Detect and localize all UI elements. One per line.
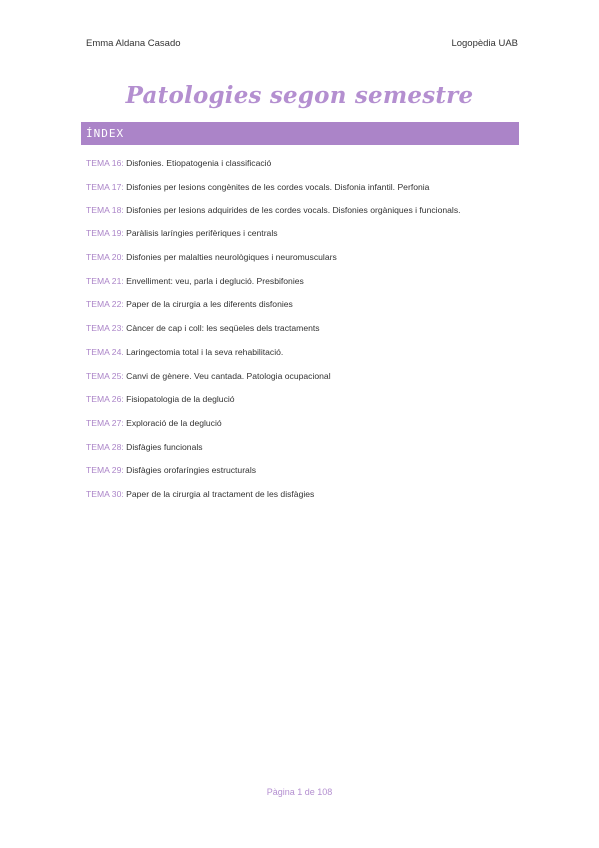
toc-item[interactable] <box>86 181 515 194</box>
toc-item-title: Disfonies per lesions congènites de les cordes vocals. Disfonia infantil. Perfonia <box>126 181 430 192</box>
index-heading-bar <box>81 122 519 145</box>
toc-item[interactable] <box>86 157 515 170</box>
toc-item-number: TEMA 29: <box>86 465 124 476</box>
index-heading: ÍNDEX <box>86 127 125 140</box>
toc-item-title: Laringectomia total i la seva rehabilitació. <box>126 346 284 357</box>
toc-item-number: TEMA 24. <box>86 346 124 357</box>
toc-item-title: Paper de la cirurgia al tractament de les disfàgies <box>126 488 315 499</box>
toc-item-number: TEMA 26: <box>86 394 124 405</box>
toc-item[interactable] <box>86 322 515 335</box>
toc-item-number: TEMA 25: <box>86 370 124 381</box>
page-footer: Pàgina 1 de 108 <box>266 787 333 797</box>
toc-item-number: TEMA 20: <box>86 252 124 263</box>
toc-item-title: Fisiopatologia de la deglució <box>126 394 235 405</box>
toc-item[interactable] <box>86 464 515 477</box>
toc-item[interactable] <box>86 370 515 383</box>
toc-item[interactable] <box>86 417 515 430</box>
toc-item-number: TEMA 30: <box>86 488 124 499</box>
toc-item-number: TEMA 23: <box>86 323 124 334</box>
toc-item-title: Disfonies per lesions adquirides de les cordes vocals. Disfonies orgàniques i funcionals. <box>126 205 461 216</box>
toc-item-title: Disfonies. Etiopatogenia i classificació <box>126 158 272 168</box>
toc-item[interactable] <box>86 275 515 288</box>
toc-item[interactable] <box>86 204 515 217</box>
toc-item-number: TEMA 16: <box>86 158 124 168</box>
toc-item-number: TEMA 17: <box>86 181 124 192</box>
toc-item-title: Envelliment: veu, parla i deglució. Presbifonies <box>126 275 304 286</box>
toc-item-number: TEMA 21: <box>86 275 124 286</box>
toc-item-title: Paper de la cirurgia a les diferents disfonies <box>126 299 293 310</box>
page-header <box>86 38 518 49</box>
toc-item-title: Canvi de gènere. Veu cantada. Patologia ocupacional <box>126 370 331 381</box>
toc-item-title: Disfonies per malalties neurològiques i neuromusculars <box>126 252 337 263</box>
table-of-contents <box>86 157 515 512</box>
header-author: Emma Aldana Casado <box>86 38 181 49</box>
toc-item[interactable] <box>86 298 515 311</box>
document-title: Patologies segon semestre <box>125 82 474 109</box>
toc-item[interactable] <box>86 251 515 264</box>
toc-item[interactable] <box>86 488 515 501</box>
toc-item-number: TEMA 18: <box>86 205 124 216</box>
toc-item-title: Exploració de la deglució <box>126 417 222 428</box>
toc-item[interactable] <box>86 441 515 454</box>
toc-item-number: TEMA 19: <box>86 228 124 239</box>
toc-item-title: Disfàgies orofaríngies estructurals <box>126 465 257 476</box>
toc-item-number: TEMA 27: <box>86 417 124 428</box>
toc-item[interactable] <box>86 393 515 406</box>
toc-item-number: TEMA 28: <box>86 441 124 452</box>
toc-item-title: Càncer de cap i coll: les seqüeles dels tractaments <box>126 323 320 334</box>
toc-item[interactable] <box>86 227 515 240</box>
toc-item-number: TEMA 22: <box>86 299 124 310</box>
toc-item-title: Paràlisis laríngies perifèriques i centrals <box>126 228 278 239</box>
header-course: Logopèdia UAB <box>451 38 518 49</box>
toc-item-title: Disfàgies funcionals <box>126 441 203 452</box>
toc-item[interactable] <box>86 346 515 359</box>
